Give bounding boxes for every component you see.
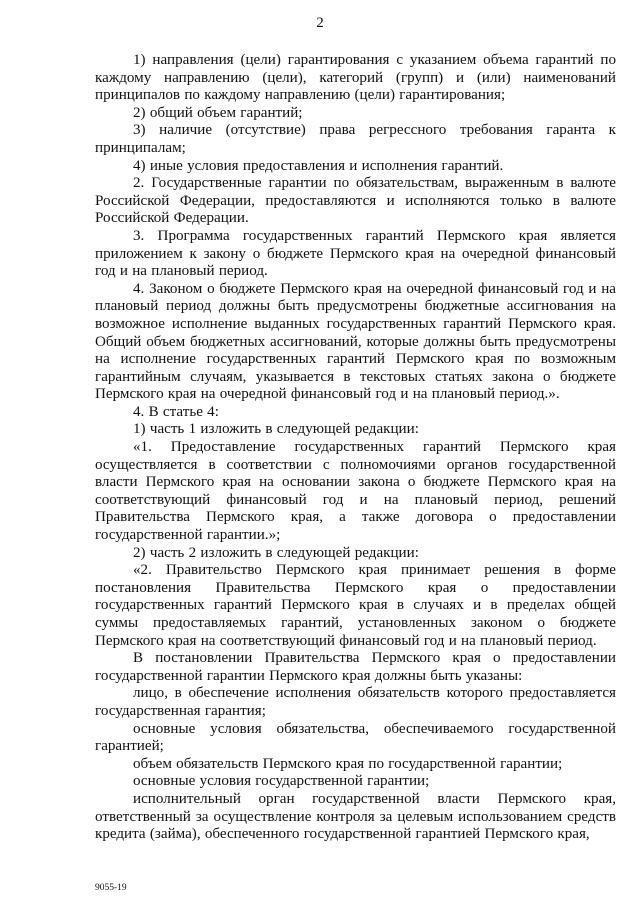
paragraph-guarantee-directions: 1) направления (цели) гарантирования с указанием объема гарантий по каждому направлению (цели), категорий (групп) и (или) наименований принципалов по каждому направлению (цели) гарантирования; [95,52,616,104]
paragraph-other-conditions: 4) иные условия предоставления и исполнения гарантий. [133,157,504,174]
paragraph-currency: 2. Государственные гарантии по обязательствам, выраженным в валюте Российской Федерации, предоставляются и исполняются только в валюте Российской Федерации. [95,175,616,227]
paragraph-part-1-text: «1. Предоставление государственных гарантий Пермского края осуществляется в соответствии с полномочиями органов государственной власти Пермского края на основании закона о бюджете Пермского края на соответствующий финансовый год и на плановый период, решений Правительства Пермского края, а также договора о предоставлении государственной гарантии.»; [95,439,616,544]
paragraph-item-guarantee-terms: основные условия государственной гарантии; [133,773,430,790]
paragraph-item-obligation-volume: объем обязательств Пермского края по государственной гарантии; [133,755,563,772]
document-code: 9055-19 [95,883,127,893]
paragraph-total-volume: 2) общий объем гарантий; [133,104,303,121]
paragraph-budget-allocations: 4. Законом о бюджете Пермского края на очередной финансовый год и на плановый период должны быть предусмотрены бюджетные ассигнования на возможное исполнение выданных государственных гарантий Пермского края. Общий объем бюджетных ассигнований, которые должны быть предусмотрены на исполнение государственных гарантий Пермского края по возможным гарантийным случаям, указывается в текстовых статьях закона о бюджете Пермского края на очередной финансовый год и на плановый период.». [95,280,616,403]
paragraph-item-obligation-terms: основные условия обязательства, обеспечиваемого государственной гарантией; [95,720,616,755]
paragraph-regress-right: 3) наличие (отсутствие) права регрессного требования гаранта к принципалам; [95,122,616,156]
paragraph-article-4: 4. В статье 4: [133,403,219,420]
paragraph-part-2-text: «2. Правительство Пермского края принимает решения в форме постановления Правительства Пермского края о предоставлении государственных гарантий Пермского края в случаях и в пределах общей суммы предоставляемых гарантий, установленных законом о бюджете Пермского края на соответствующий финансовый год и на плановый период. [95,562,616,649]
paragraph-resolution-contents: В постановлении Правительства Пермского края о предоставлении государственной гарантии Пермского края должны быть указаны: [95,650,616,684]
paragraph-program-annex: 3. Программа государственных гарантий Пермского края является приложением к закону о бюджете Пермского края на очередной финансовый год и на плановый период. [95,227,616,280]
document-body [95,52,616,844]
paragraph-part-2-edit: 2) часть 2 изложить в следующей редакции: [133,544,419,561]
paragraph-part-1-edit: 1) часть 1 изложить в следующей редакции: [133,421,419,438]
paragraph-item-person: лицо, в обеспечение исполнения обязательств которого предоставляется государственная гарантия; [95,685,616,719]
page-number: 2 [316,15,324,31]
paragraph-item-executive-body: исполнительный орган государственной власти Пермского края, ответственный за осуществление контроля за целевым использованием средств кредита (займа), обеспеченного государственной гарантией Пермского края, [95,790,616,843]
